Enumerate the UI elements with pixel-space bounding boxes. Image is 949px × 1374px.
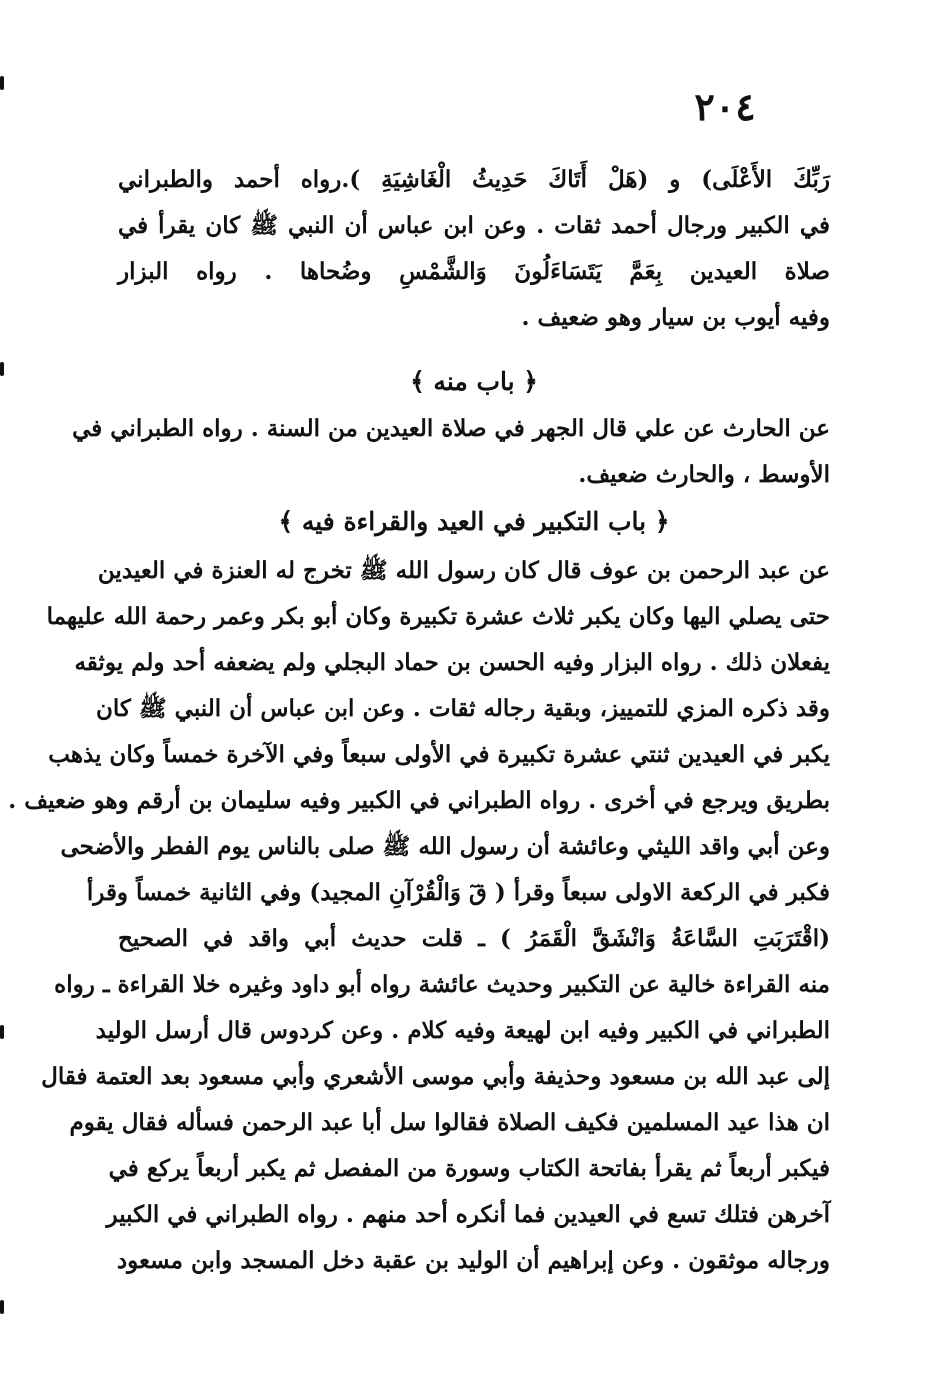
text-line: فيكبر أربعاً ثم يقرأ بفاتحة الكتاب وسورة من المفصل ثم يكبر أربعاً يركع في <box>108 1155 830 1182</box>
text-line: الأوسط ، والحارث ضعيف. <box>578 461 830 488</box>
text-line: (اقْتَرَبَتِ السَّاعَةُ وَانْشَقَّ الْقَمَرُ ) ـ قلت حديث أبي واقد في الصحيح <box>118 925 830 952</box>
text-line: يفعلان ذلك . رواه البزار وفيه الحسن بن حماد البجلي ولم يضعفه أحد ولم يوثقه <box>74 649 830 676</box>
text-line: عن الحارث عن علي قال الجهر في صلاة العيدين من السنة . رواه الطبراني في <box>72 415 830 442</box>
scan-edge-mark <box>0 362 4 376</box>
section-heading-takbir: ﴿ باب التكبير في العيد والقراءة فيه ﴾ <box>278 507 670 536</box>
section-heading-bab-minhu: ﴿ باب منه ﴾ <box>410 367 538 396</box>
text-line: وقد ذكره المزي للتمييز، وبقية رجاله ثقات . وعن ابن عباس أن النبي ﷺ كان <box>96 695 830 722</box>
text-line: وفيه أيوب بن سيار وهو ضعيف . <box>521 304 830 331</box>
text-line: صلاة العيدين بِعَمَّ يَتَسَاءَلُونَ وَالشَّمْسِ وضُحاها . رواه البزار <box>118 258 830 285</box>
text-line: في الكبير ورجال أحمد ثقات . وعن ابن عباس أن النبي ﷺ كان يقرأ في <box>118 212 830 239</box>
text-line: فكبر في الركعة الاولى سبعاً وقرأ ( قٓ وَالْقُرْآنِ المجيد) وفي الثانية خمساً وقرأ <box>86 879 830 906</box>
text-line: منه القراءة خالية عن التكبير وحديث عائشة رواه أبو داود وغيره خلا القراءة ـ رواه <box>54 971 830 998</box>
scan-edge-mark <box>0 1025 4 1039</box>
paragraph-quran-recitation <box>118 157 830 341</box>
page-number: ٢٠٤ <box>694 84 756 129</box>
text-line: رَبِّكَ الأَعْلَى) و (هَلْ أَتَاكَ حَدِيثُ الْغَاشِيَةِ ).رواه أحمد والطبراني <box>118 166 830 193</box>
paragraph-harith <box>72 406 830 498</box>
paragraph-takbir-hadith <box>8 548 830 1284</box>
text-line: وعن أبي واقد الليثي وعائشة أن رسول الله ﷺ صلى بالناس يوم الفطر والأضحى <box>60 833 830 860</box>
scan-edge-mark <box>0 1300 4 1314</box>
text-line: عن عبد الرحمن بن عوف قال كان رسول الله ﷺ تخرج له العنزة في العيدين <box>97 557 830 584</box>
text-line: الطبراني في الكبير وفيه ابن لهيعة وفيه كلام . وعن كردوس قال أرسل الوليد <box>95 1017 830 1044</box>
text-line: آخرهن فتلك تسع في العيدين فما أنكره أحد منهم . رواه الطبراني في الكبير <box>106 1201 830 1228</box>
text-line: حتى يصلي اليها وكان يكبر ثلاث عشرة تكبيرة وكان أبو بكر وعمر رحمة الله عليهما <box>46 603 830 630</box>
scan-edge-mark <box>0 76 4 90</box>
text-line: ورجاله موثقون . وعن إبراهيم أن الوليد بن عقبة دخل المسجد وابن مسعود <box>116 1247 830 1274</box>
text-line: ان هذا عيد المسلمين فكيف الصلاة فقالوا سل أبا عبد الرحمن فسأله فقال يقوم <box>69 1109 830 1136</box>
text-line: يكبر في العيدين ثنتي عشرة تكبيرة في الأولى سبعاً وفي الآخرة خمساً وكان يذهب <box>48 741 830 768</box>
text-line: بطريق ويرجع في أخرى . رواه الطبراني في الكبير وفيه سليمان بن أرقم وهو ضعيف . <box>8 787 830 814</box>
text-line: إلى عبد الله بن مسعود وحذيفة وأبي موسى الأشعري وأبي مسعود بعد العتمة فقال <box>41 1063 830 1090</box>
